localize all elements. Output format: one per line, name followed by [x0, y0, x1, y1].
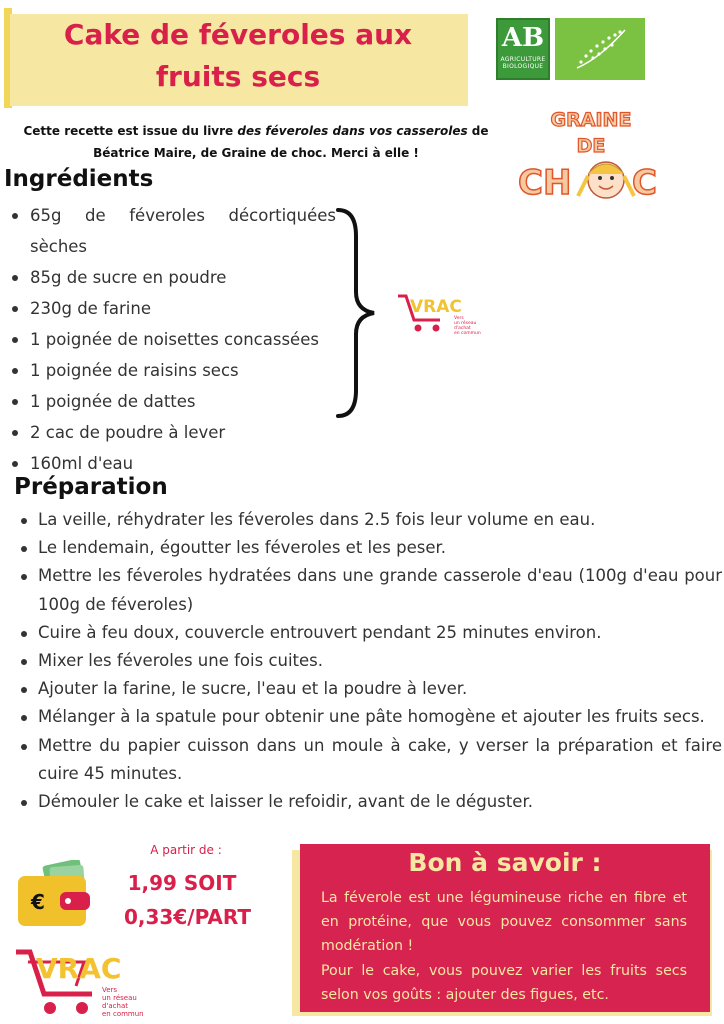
list-item: 1 poignée de raisins secs	[8, 355, 336, 386]
price-line2: 0,33€/PART	[124, 905, 252, 929]
list-item: 1 poignée de dattes	[8, 386, 336, 417]
vrac-word-small: VRAC	[410, 297, 462, 317]
tip-title: Bon à savoir :	[408, 848, 602, 877]
list-item: Le lendemain, égoutter les féveroles et les peser.	[16, 534, 722, 562]
ab-logo-caption: AGRICULTURE BIOLOGIQUE	[500, 56, 546, 70]
list-item: Mettre les féveroles hydratées dans une grande casserole d'eau (100g d'eau pour 100g de féveroles)	[16, 562, 722, 618]
vrac-logo-large	[14, 944, 156, 1020]
graine-de-choc-logo	[516, 104, 666, 214]
price-value	[124, 866, 252, 934]
svg-text:en commun: en commun	[102, 1010, 144, 1018]
list-item: La veille, réhydrater les féveroles dans 2.5 fois leur volume en eau.	[16, 506, 722, 534]
price-label: A partir de :	[150, 843, 222, 857]
curly-brace-icon	[334, 206, 390, 420]
list-item: Mettre du papier cuisson dans un moule à cake, y verser la préparation et faire cuire 45 minutes.	[16, 732, 722, 788]
svg-text:Vers: Vers	[454, 316, 464, 321]
smiling-girl-face-icon	[578, 162, 634, 198]
page-title: Cake de féveroles aux fruits secs	[63, 18, 413, 93]
wallet-icon	[16, 860, 94, 928]
vrac-logo-small	[396, 290, 492, 338]
eu-organic-leaf-icon	[555, 18, 645, 80]
tip-paragraph-1: La féverole est une légumineuse riche en fibre et en protéine, que vous pouvez consommer sans modération !	[321, 890, 687, 955]
euro-symbol: €	[31, 890, 45, 914]
vrac-word-large: VRAC	[36, 952, 122, 985]
intro-book-title: des féveroles dans vos casseroles	[237, 124, 468, 138]
tip-paragraph-2: Pour le cake, vous pouvez varier les fruits secs selon vos goûts : ajouter des figues, etc.	[321, 962, 687, 1003]
price-line1: 1,99 SOIT	[127, 871, 237, 895]
list-item: Cuire à feu doux, couvercle entrouvert pendant 25 minutes environ.	[16, 619, 722, 647]
graine-line3a: CH	[518, 163, 572, 203]
svg-text:un réseau: un réseau	[102, 994, 137, 1002]
tip-text	[321, 886, 687, 1007]
intro-before: Cette recette est issue du livre	[23, 124, 238, 138]
graine-line1: GRAINE	[550, 109, 632, 131]
ab-logo-letters: AB	[501, 23, 545, 53]
list-item: 230g de farine	[8, 293, 336, 324]
ingredients-heading: Ingrédients	[4, 166, 154, 192]
list-item: 85g de sucre en poudre	[8, 262, 336, 293]
graine-line3b: C	[632, 163, 657, 203]
svg-text:un réseau: un réseau	[454, 321, 477, 326]
list-item: 160ml d'eau	[8, 448, 336, 479]
svg-text:d'achat: d'achat	[102, 1002, 128, 1010]
list-item: Mélanger à la spatule pour obtenir une pâte homogène et ajouter les fruits secs.	[16, 703, 722, 731]
list-item: 2 cac de poudre à lever	[8, 417, 336, 448]
svg-text:d'achat: d'achat	[454, 326, 471, 331]
ingredients-list	[8, 200, 336, 479]
list-item: 65g de féveroles décortiquées sèches	[8, 200, 336, 262]
intro-after: de Béatrice Maire, de Graine de choc. Merci à elle !	[93, 124, 489, 160]
svg-text:en commun: en commun	[454, 331, 481, 336]
graine-line2: DE	[576, 135, 606, 157]
list-item: Ajouter la farine, le sucre, l'eau et la poudre à lever.	[16, 675, 722, 703]
list-item: Démouler le cake et laisser le refoidir, avant de le déguster.	[16, 788, 722, 816]
ab-bio-logo	[496, 18, 550, 80]
preparation-heading: Préparation	[14, 474, 168, 500]
svg-text:Vers: Vers	[102, 986, 118, 994]
intro-text	[14, 120, 498, 164]
list-item: Mixer les féveroles une fois cuites.	[16, 647, 722, 675]
preparation-list	[16, 506, 722, 816]
list-item: 1 poignée de noisettes concassées	[8, 324, 336, 355]
